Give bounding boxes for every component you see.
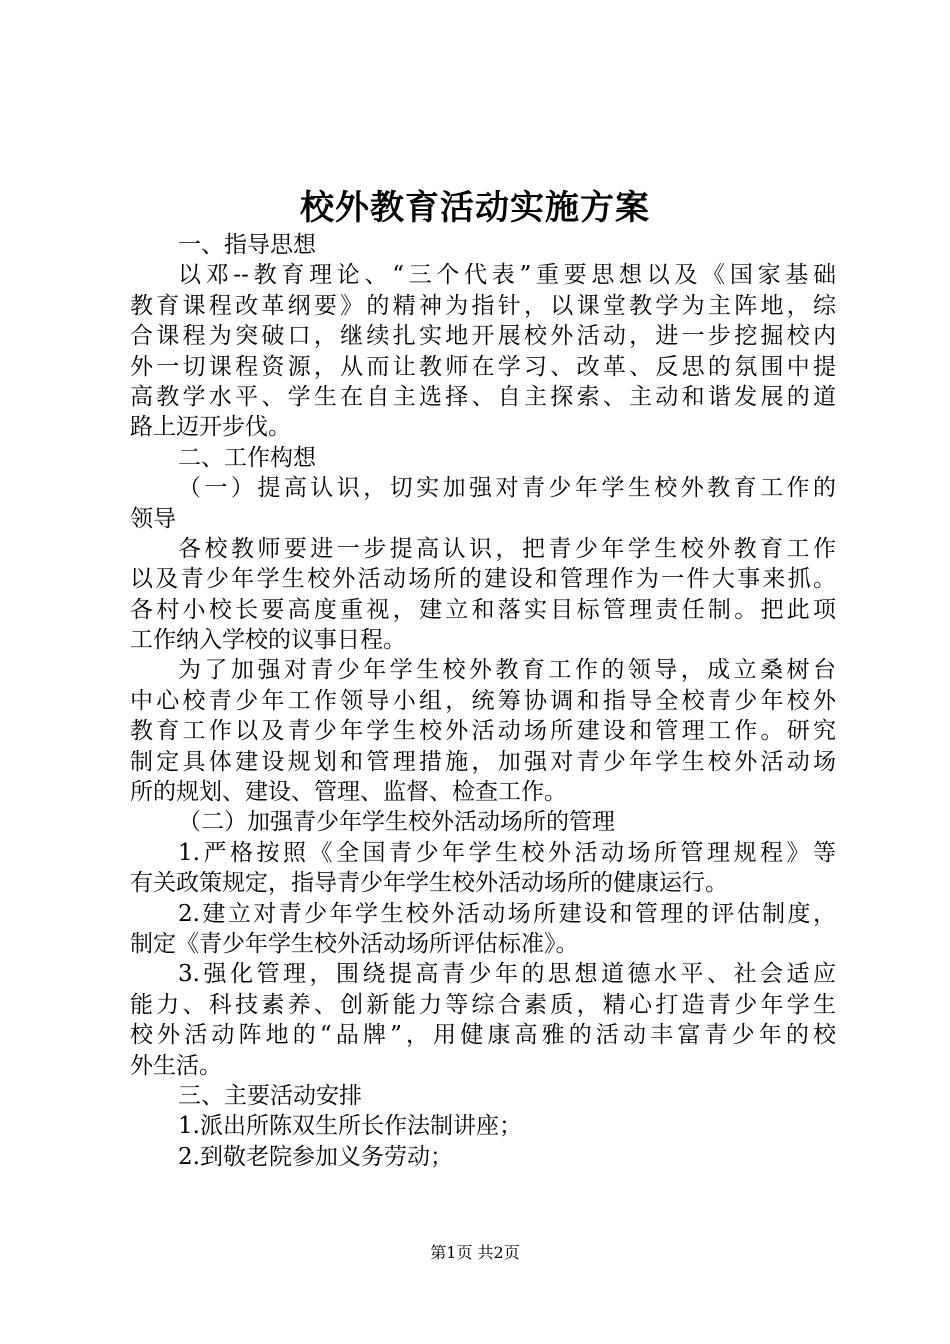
- paragraph-line: 教育工作以及青少年学生校外活动场所建设和管理工作。研究: [130, 718, 836, 745]
- paragraph-line: 制定具体建设规划和管理措施，加强对青少年学生校外活动场: [130, 748, 836, 775]
- paragraph-line: 路上迈开步伐。: [130, 414, 291, 441]
- list-item-line: 2.到敬老院参加义务劳动；: [178, 1143, 453, 1170]
- page-number-footer: 第1页 共2页: [430, 1243, 520, 1262]
- section-heading-2: 二、工作构想: [178, 444, 316, 471]
- paragraph-line: 中心校青少年工作领导小组，统筹协调和指导全校青少年校外: [130, 687, 836, 714]
- paragraph-line: 教育课程改革纲要》的精神为指针，以课堂教学为主阵地，综: [130, 292, 836, 319]
- paragraph-line: 为了加强对青少年学生校外教育工作的领导，成立桑树台: [178, 657, 836, 684]
- section-heading-1: 一、指导思想: [178, 232, 316, 258]
- list-item-line: 能力、科技素养、创新能力等综合素质，精心打造青少年学生: [130, 991, 836, 1018]
- list-item-line: 校外活动阵地的“品牌”，用健康高雅的活动丰富青少年的校: [130, 1022, 836, 1049]
- document-title: 校外教育活动实施方案: [300, 188, 650, 228]
- paragraph-line: 高教学水平、学生在自主选择、自主探索、主动和谐发展的道: [130, 383, 836, 410]
- list-item-line: 1.严格按照《全国青少年学生校外活动场所管理规程》等: [178, 839, 836, 866]
- paragraph-line: 工作纳入学校的议事日程。: [130, 627, 406, 654]
- subsection-heading-line: 领导: [130, 505, 176, 532]
- paragraph-line: 合课程为突破口，继续扎实地开展校外活动，进一步挖掘校内: [130, 323, 836, 350]
- list-item-line: 2.建立对青少年学生校外活动场所建设和管理的评估制度，: [178, 900, 836, 927]
- paragraph-line: 以邓--教育理论、“三个代表”重要思想以及《国家基础: [178, 262, 836, 289]
- list-item-line: 有关政策规定，指导青少年学生校外活动场所的健康运行。: [130, 870, 728, 897]
- section-heading-3: 三、主要活动安排: [178, 1082, 362, 1109]
- subsection-heading-line: （一）提高认识，切实加强对青少年学生校外教育工作的: [178, 475, 836, 502]
- list-item-line: 1.派出所陈双生所长作法制讲座；: [178, 1113, 522, 1140]
- paragraph-line: 以及青少年学生校外活动场所的建设和管理作为一件大事来抓。: [130, 566, 836, 593]
- paragraph-line: 各校教师要进一步提高认识，把青少年学生校外教育工作: [178, 535, 836, 562]
- list-item-line: 3.强化管理，围绕提高青少年的思想道德水平、社会适应: [178, 961, 836, 988]
- document-body: [130, 230, 836, 1172]
- list-item-line: 制定《青少年学生校外活动场所评估标准》。: [130, 930, 579, 957]
- list-item-line: 外生活。: [130, 1052, 222, 1079]
- paragraph-line: 各村小校长要高度重视，建立和落实目标管理责任制。把此项: [130, 596, 836, 623]
- paragraph-line: 外一切课程资源，从而让教师在学习、改革、反思的氛围中提: [130, 353, 836, 380]
- subsection-heading: （二）加强青少年学生校外活动场所的管理: [178, 809, 615, 836]
- paragraph-line: 所的规划、建设、管理、监督、检查工作。: [130, 779, 567, 806]
